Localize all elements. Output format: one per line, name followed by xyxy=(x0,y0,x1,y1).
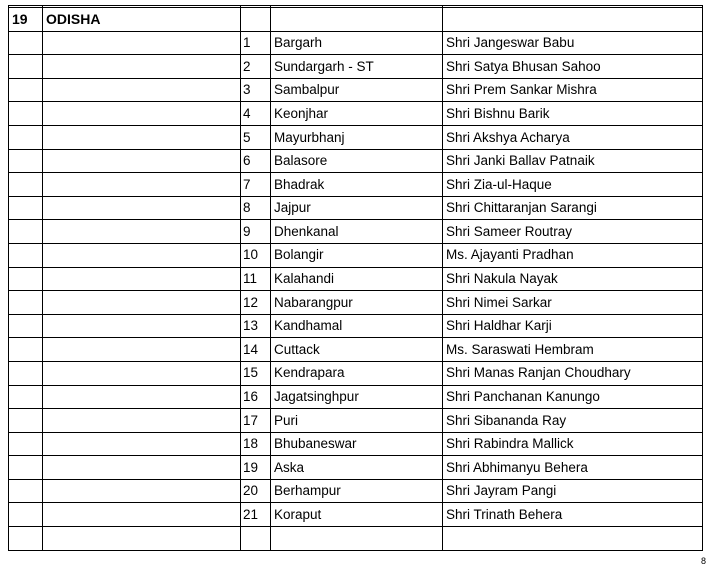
empty-cell xyxy=(43,314,241,338)
state-number: 19 xyxy=(9,8,43,32)
member-name: Shri Satya Bhusan Sahoo xyxy=(443,55,703,79)
empty-cell xyxy=(43,243,241,267)
empty-row xyxy=(9,527,703,551)
serial-number: 7 xyxy=(241,173,271,197)
constituency-name: Balasore xyxy=(271,149,443,173)
constituency-name: Puri xyxy=(271,409,443,433)
member-name: Shri Jayram Pangi xyxy=(443,479,703,503)
serial-number: 14 xyxy=(241,338,271,362)
member-name: Shri Sameer Routray xyxy=(443,220,703,244)
member-name: Shri Nakula Nayak xyxy=(443,267,703,291)
empty-cell xyxy=(9,267,43,291)
table-row xyxy=(9,149,703,173)
serial-number: 12 xyxy=(241,291,271,315)
serial-number: 10 xyxy=(241,243,271,267)
empty-cell xyxy=(9,291,43,315)
empty-cell xyxy=(43,291,241,315)
member-name: Shri Nimei Sarkar xyxy=(443,291,703,315)
empty-cell xyxy=(43,338,241,362)
member-name: Shri Prem Sankar Mishra xyxy=(443,78,703,102)
empty-cell xyxy=(43,196,241,220)
table-row xyxy=(9,456,703,480)
constituency-name: Kandhamal xyxy=(271,314,443,338)
empty-cell xyxy=(43,361,241,385)
table-row xyxy=(9,220,703,244)
constituency-name: Kalahandi xyxy=(271,267,443,291)
member-name: Shri Jangeswar Babu xyxy=(443,31,703,55)
empty-cell xyxy=(9,385,43,409)
table-row xyxy=(9,196,703,220)
member-name: Shri Janki Ballav Patnaik xyxy=(443,149,703,173)
empty-cell xyxy=(43,527,241,551)
constituency-name: Aska xyxy=(271,456,443,480)
empty-cell xyxy=(9,220,43,244)
constituency-name: Kendrapara xyxy=(271,361,443,385)
empty-cell xyxy=(43,173,241,197)
member-name: Shri Akshya Acharya xyxy=(443,125,703,149)
empty-cell xyxy=(43,409,241,433)
constituency-name: Jagatsinghpur xyxy=(271,385,443,409)
constituency-name: Sundargarh - ST xyxy=(271,55,443,79)
serial-number: 15 xyxy=(241,361,271,385)
serial-number: 17 xyxy=(241,409,271,433)
constituency-name: Koraput xyxy=(271,503,443,527)
serial-number: 4 xyxy=(241,102,271,126)
empty-cell xyxy=(43,479,241,503)
empty-cell xyxy=(443,527,703,551)
serial-number: 1 xyxy=(241,31,271,55)
empty-cell xyxy=(43,456,241,480)
constituency-name: Berhampur xyxy=(271,479,443,503)
empty-cell xyxy=(43,385,241,409)
empty-cell xyxy=(9,432,43,456)
empty-cell xyxy=(9,125,43,149)
serial-number: 11 xyxy=(241,267,271,291)
member-name: Shri Bishnu Barik xyxy=(443,102,703,126)
empty-cell xyxy=(43,78,241,102)
empty-cell xyxy=(9,527,43,551)
table-row xyxy=(9,243,703,267)
state-header-row xyxy=(9,8,703,32)
member-name: Ms. Saraswati Hembram xyxy=(443,338,703,362)
empty-cell xyxy=(9,479,43,503)
serial-number: 2 xyxy=(241,55,271,79)
empty-cell xyxy=(43,125,241,149)
empty-cell xyxy=(271,527,443,551)
constituency-name: Dhenkanal xyxy=(271,220,443,244)
page-number: 8 xyxy=(700,556,706,566)
empty-cell xyxy=(9,503,43,527)
constituency-name: Mayurbhanj xyxy=(271,125,443,149)
serial-number: 19 xyxy=(241,456,271,480)
member-name: Shri Abhimanyu Behera xyxy=(443,456,703,480)
table-row xyxy=(9,503,703,527)
member-name: Shri Chittaranjan Sarangi xyxy=(443,196,703,220)
table-row xyxy=(9,125,703,149)
table-row xyxy=(9,55,703,79)
state-name: ODISHA xyxy=(43,8,241,32)
table-row xyxy=(9,31,703,55)
serial-number: 9 xyxy=(241,220,271,244)
serial-number: 18 xyxy=(241,432,271,456)
table-row xyxy=(9,173,703,197)
empty-cell xyxy=(9,361,43,385)
serial-number: 16 xyxy=(241,385,271,409)
empty-cell xyxy=(43,102,241,126)
table-body xyxy=(9,6,703,551)
serial-number: 5 xyxy=(241,125,271,149)
member-name: Ms. Ajayanti Pradhan xyxy=(443,243,703,267)
empty-cell xyxy=(9,173,43,197)
constituency-name: Bhubaneswar xyxy=(271,432,443,456)
constituency-name: Sambalpur xyxy=(271,78,443,102)
empty-cell xyxy=(9,55,43,79)
empty-cell xyxy=(9,314,43,338)
serial-number: 21 xyxy=(241,503,271,527)
empty-cell xyxy=(9,102,43,126)
serial-number: 20 xyxy=(241,479,271,503)
table-row xyxy=(9,78,703,102)
empty-cell xyxy=(43,220,241,244)
empty-cell xyxy=(9,243,43,267)
member-name: Shri Rabindra Mallick xyxy=(443,432,703,456)
empty-cell xyxy=(43,55,241,79)
table-row xyxy=(9,291,703,315)
table-row xyxy=(9,338,703,362)
serial-number: 6 xyxy=(241,149,271,173)
table-row xyxy=(9,432,703,456)
serial-number: 3 xyxy=(241,78,271,102)
table-row xyxy=(9,314,703,338)
empty-cell xyxy=(9,196,43,220)
table-row xyxy=(9,479,703,503)
empty-cell xyxy=(43,267,241,291)
odisha-members-table xyxy=(8,5,703,551)
table-row xyxy=(9,361,703,385)
empty-cell xyxy=(9,456,43,480)
table-row xyxy=(9,102,703,126)
table-row xyxy=(9,385,703,409)
table-row xyxy=(9,409,703,433)
member-name: Shri Sibananda Ray xyxy=(443,409,703,433)
empty-cell xyxy=(43,503,241,527)
empty-cell xyxy=(241,527,271,551)
constituency-name: Bargarh xyxy=(271,31,443,55)
table-row xyxy=(9,267,703,291)
constituency-name: Keonjhar xyxy=(271,102,443,126)
constituency-name: Bhadrak xyxy=(271,173,443,197)
empty-cell xyxy=(9,78,43,102)
empty-cell xyxy=(43,31,241,55)
constituency-name: Cuttack xyxy=(271,338,443,362)
member-name: Shri Zia-ul-Haque xyxy=(443,173,703,197)
member-name: Shri Haldhar Karji xyxy=(443,314,703,338)
member-name: Shri Manas Ranjan Choudhary xyxy=(443,361,703,385)
constituency-name: Nabarangpur xyxy=(271,291,443,315)
member-name: Shri Trinath Behera xyxy=(443,503,703,527)
empty-cell xyxy=(43,432,241,456)
constituency-name: Bolangir xyxy=(271,243,443,267)
serial-number: 8 xyxy=(241,196,271,220)
empty-cell xyxy=(9,338,43,362)
member-name: Shri Panchanan Kanungo xyxy=(443,385,703,409)
empty-cell xyxy=(9,409,43,433)
serial-number: 13 xyxy=(241,314,271,338)
empty-cell xyxy=(9,149,43,173)
empty-cell xyxy=(9,31,43,55)
constituency-name: Jajpur xyxy=(271,196,443,220)
empty-cell xyxy=(43,149,241,173)
